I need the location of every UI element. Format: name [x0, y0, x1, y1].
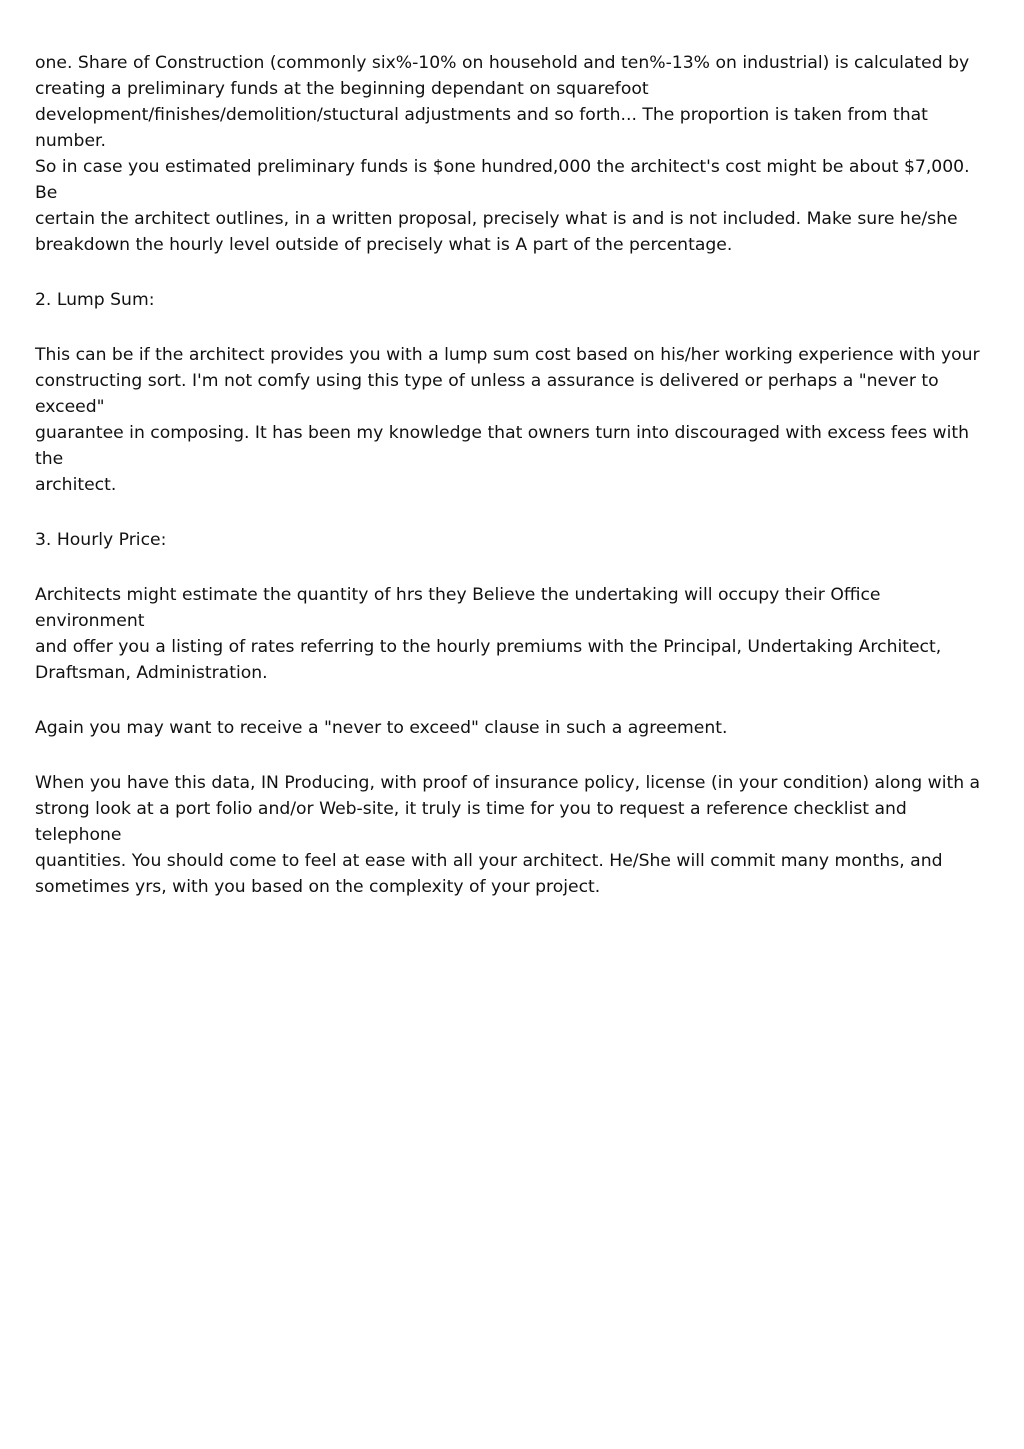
paragraph-lump-sum: This can be if the architect provides you with a lump sum cost based on his/her working experience with your constructing sort. I'm not comfy using this type of unless a assurance is delivered or perhaps a "never to exceed" guarantee in composing. It has been my knowledge that owners turn into discouraged with excess fees with the architect.	[35, 345, 980, 495]
heading-hourly-price: 3. Hourly Price:	[35, 530, 167, 550]
paragraph-percentage-of-construction: one. Share of Construction (commonly six%-10% on household and ten%-13% on industrial) is calculated by creating a preliminary funds at the beginning dependant on squarefoot development/finishes/demolition/stuctural adjustments and so forth... The proportion is taken from that number. So in case you estimated preliminary funds is $one hundred,000 the architect's cost might be about $7,000. Be certain the architect outlines, in a written proposal, precisely what is and is not included. Make sure he/she breakdown the hourly level outside of precisely what is A part of the percentage.	[35, 53, 970, 255]
heading-lump-sum: 2. Lump Sum:	[35, 290, 155, 310]
document-page	[35, 50, 985, 929]
paragraph-hourly-price: Architects might estimate the quantity of hrs they Believe the undertaking will occupy their Office environment and offer you a listing of rates referring to the hourly premiums with the Principal, Undertaking Architect, Draftsman, Administration.	[35, 585, 942, 683]
paragraph-never-to-exceed: Again you may want to receive a "never to exceed" clause in such a agreement.	[35, 718, 728, 738]
paragraph-final-advice: When you have this data, IN Producing, with proof of insurance policy, license (in your condition) along with a strong look at a port folio and/or Web-site, it truly is time for you to request a reference checklist and telephone quantities. You should come to feel at ease with all your architect. He/She will commit many months, and sometimes yrs, with you based on the complexity of your project.	[35, 773, 981, 897]
